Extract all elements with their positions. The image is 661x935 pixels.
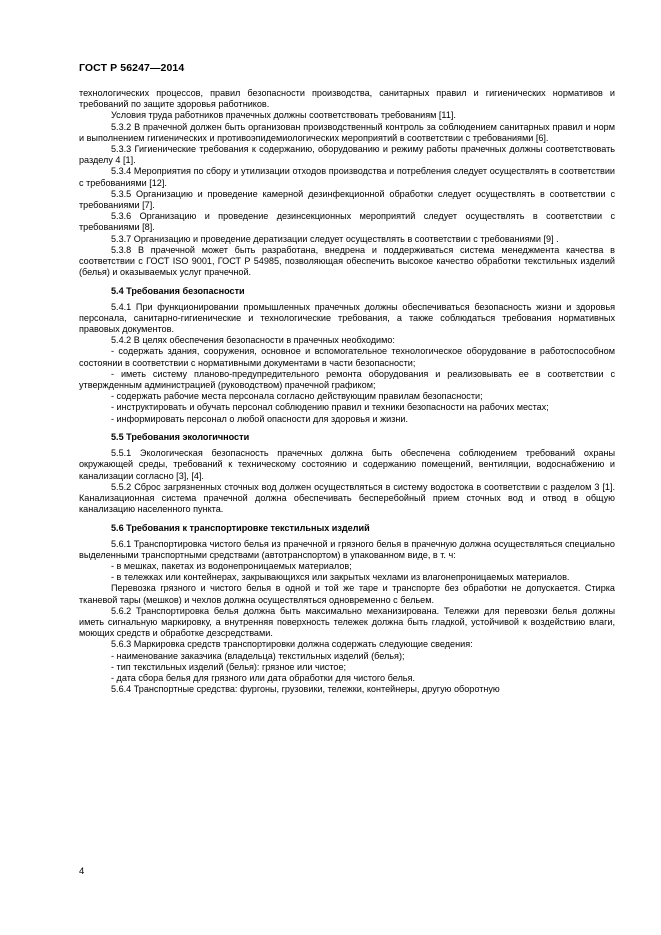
paragraph: 5.3.3 Гигиенические требования к содержанию, оборудованию и режиму работы прачечных должны соответствовать разделу 4 [1].: [79, 144, 615, 166]
paragraph: - в тележках или контейнерах, закрывающихся или закрытых чехлами из влагонепроницаемых материалов.: [111, 572, 570, 583]
document-body: [79, 88, 615, 695]
paragraph: 5.3.7 Организацию и проведение дератизации следует осуществлять в соответствии с требованиями [9] .: [111, 233, 559, 244]
paragraph: - инструктировать и обучать персонал соблюдению правил и техники безопасности на рабочих местах;: [111, 402, 549, 413]
paragraph: 5.3.5 Организацию и проведение камерной дезинфекционной обработки следует осуществлять в соответствии с требованиями [7].: [79, 188, 615, 211]
paragraph: - содержать рабочие места персонала согласно действующим правилам безопасности;: [111, 391, 483, 402]
document-header: ГОСТ Р 56247—2014: [79, 62, 185, 74]
paragraph: - иметь систему планово-предупредительного ремонта оборудования и реализовывать ее в соответствии с утвержденным администрацией (руководством) прачечной графиком;: [79, 368, 615, 391]
paragraph: - дата сбора белья для грязного или дата обработки для чистого белья.: [111, 672, 415, 683]
section-heading: 5.6 Требования к транспортировке текстильных изделий: [111, 522, 370, 533]
paragraph: - информировать персонал о любой опасности для здоровья и жизни.: [111, 413, 409, 424]
paragraph: технологических процессов, правил безопасности производства, санитарных правил и гигиенических нормативов и требований по защите здоровья работников.: [79, 88, 615, 110]
paragraph: 5.3.6 Организацию и проведение дезинсекционных мероприятий следует осуществлять в соответствии с требованиями [8].: [79, 211, 615, 233]
paragraph: 5.5.2 Сброс загрязненных сточных вод должен осуществляться в систему водостока в соответствии с разделом 3 [1]. Канализационная система прачечной должна обеспечивать бесперебойный прием сточных вод и отвод в общую канализацию населенного пункта.: [79, 481, 615, 515]
paragraph: Условия труда работников прачечных должны соответствовать требованиям [11].: [111, 110, 456, 121]
paragraph: 5.6.4 Транспортные средства: фургоны, грузовики, тележки, контейнеры, другую оборотную: [111, 684, 500, 695]
paragraph: 5.6.2 Транспортировка белья должна быть максимально механизирована. Тележки для перевозки белья должны иметь сигнальную маркировку, а внутренняя поверхность тележек должна быть гладкой, устойчивой к воздействию влаги, моющих средств и обработке дезсредствами.: [79, 605, 615, 639]
paragraph: - содержать здания, сооружения, основное и вспомогательное технологическое оборудование в работоспособном состоянии в соответствии с нормативными документами в части безопасности;: [79, 346, 615, 368]
paragraph: 5.6.3 Маркировка средств транспортировки должна содержать следующие сведения:: [111, 639, 473, 650]
paragraph: 5.4.1 При функционировании промышленных прачечных должны обеспечиваться безопасность жизни и здоровья персонала, санитарно-гигиенические и технологические требования, а также соблюдаться требования нормативных правовых документов.: [79, 301, 615, 335]
paragraph: - в мешках, пакетах из водонепроницаемых материалов;: [111, 560, 352, 571]
paragraph: Перевозка грязного и чистого белья в одной и той же таре и транспорте без обработки не допускается. Стирка тканевой тары (мешков) и чехлов должна осуществляться одновременно с бельем.: [79, 583, 615, 605]
paragraph: 5.6.1 Транспортировка чистого белья из прачечной и грязного белья в прачечную должна осуществляться специально выделенными транспортными средствами (автотранспортом) в упакованном виде, в т. ч:: [79, 538, 615, 560]
paragraph: 5.3.2 В прачечной должен быть организован производственный контроль за соблюдением санитарных правил и норм и выполнением гигиенических и противоэпидемиологических мероприятий в соответствии с требованиями [6].: [79, 121, 615, 143]
paragraph: 5.5.1 Экологическая безопасность прачечных должна быть обеспечена соблюдением требований охраны окружающей среды, требований к техническому состоянию и содержанию помещений, вентиляции, водоснабжению и канализации согласно [3], [4].: [79, 448, 615, 481]
paragraph: - наименование заказчика (владельца) текстильных изделий (белья);: [111, 650, 405, 661]
paragraph: 5.3.4 Мероприятия по сбору и утилизации отходов производства и потребления следует осуществлять в соответствии с требованиями [12].: [79, 166, 615, 188]
paragraph: 5.3.8 В прачечной может быть разработана, внедрена и поддерживаться система менеджмента качества в соответствии с ГОСТ ISO 9001, ГОСТ Р 54985, позволяющая обеспечить высокое качество обработки текстильных изделий (белья) и оказываемых услуг прачечной.: [79, 244, 615, 278]
paragraph: - тип текстильных изделий (белья): грязное или чистое;: [111, 661, 347, 672]
page-number: 4: [79, 866, 85, 877]
section-heading: 5.4 Требования безопасности: [111, 285, 245, 296]
section-heading: 5.5 Требования экологичности: [111, 432, 250, 443]
paragraph: 5.4.2 В целях обеспечения безопасности в прачечных необходимо:: [111, 335, 395, 346]
